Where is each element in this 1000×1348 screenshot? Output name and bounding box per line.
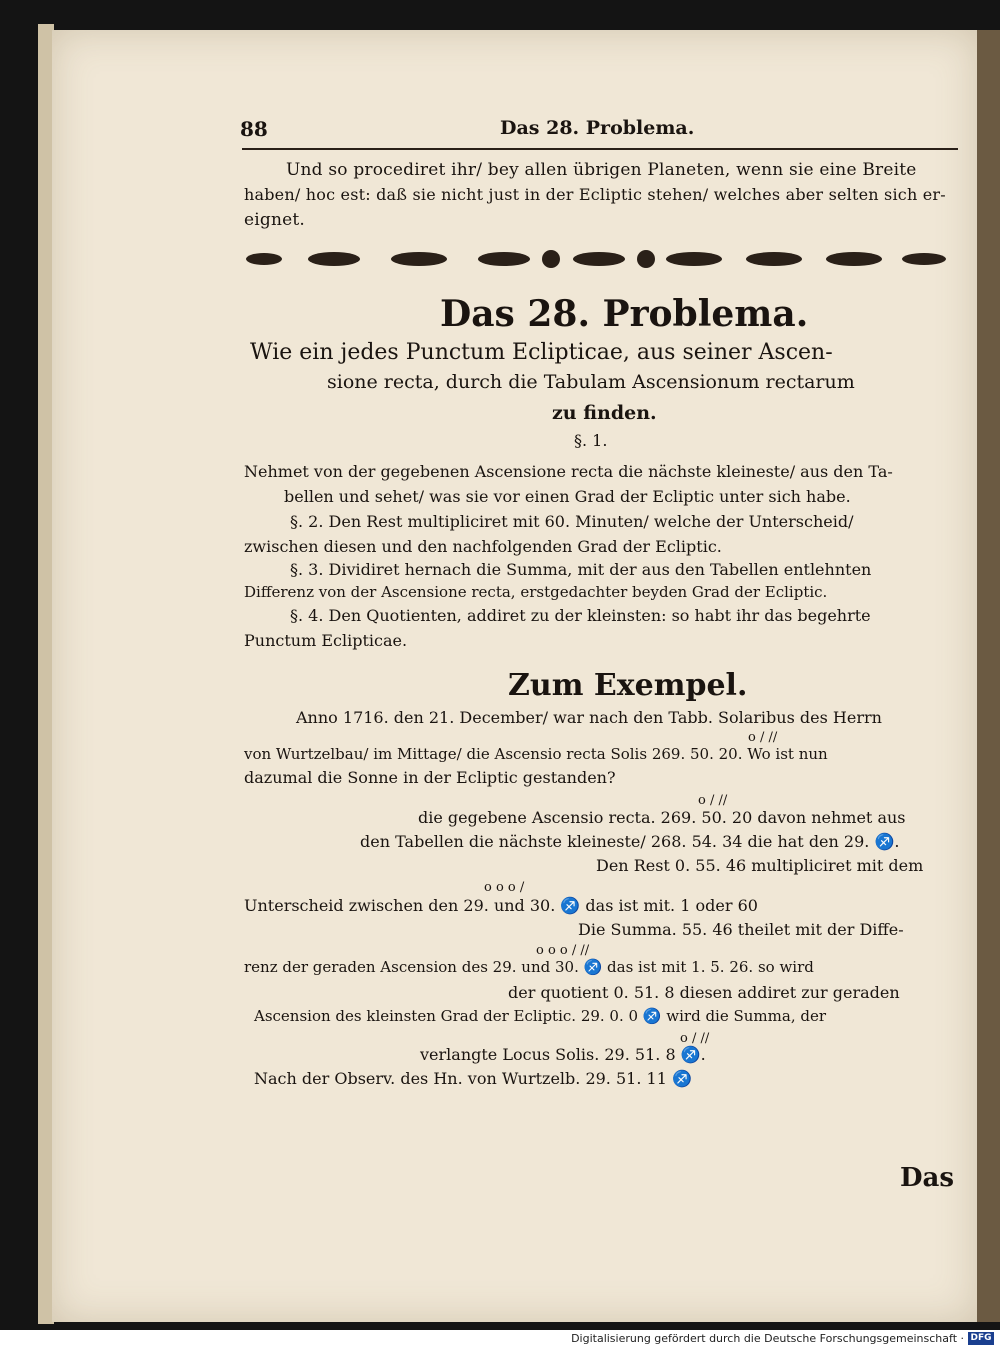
paragraph-line-5: §. 3. Dividiret hernach die Summa, mit der aus den Tabellen entlehnten — [290, 560, 872, 579]
paragraph-line-8: Punctum Eclipticae. — [244, 631, 408, 650]
example-line-13: Nach der Observ. des Hn. von Wurtzelb. 29. 51. 11 ♐ — [254, 1069, 692, 1088]
intro-line-2: haben/ hoc est: daß sie nicht just in der Ecliptic stehen/ welches aber selten sich er- — [244, 185, 946, 204]
example-heading: Zum Exempel. — [508, 668, 748, 703]
running-title: Das 28. Problema. — [500, 117, 695, 139]
example-line-8: Die Summa. 55. 46 theilet mit der Diffe- — [578, 920, 904, 939]
paragraph-line-2: bellen und sehet/ was sie vor einen Grad der Ecliptic unter sich habe. — [284, 487, 851, 506]
example-line-6: Den Rest 0. 55. 46 multipliciret mit dem — [596, 856, 924, 875]
intro-line-1: Und so procediret ihr/ bey allen übrigen Planeten, wenn sie eine Breite — [286, 160, 917, 180]
example-degree-marks-1: o / // — [748, 730, 778, 745]
example-degree-marks-2: o / // — [698, 793, 728, 808]
subtitle-line-2: sione recta, durch die Tabulam Ascensionum rectarum — [327, 371, 855, 393]
example-line-5: den Tabellen die nächste kleineste/ 268. 54. 34 die hat den 29. ♐. — [360, 832, 900, 851]
example-line-7: Unterscheid zwischen den 29. und 30. ♐ das ist mit. 1 oder 60 — [244, 896, 758, 915]
example-line-9: renz der geraden Ascension des 29. und 30. ♐ das ist mit 1. 5. 26. so wird — [244, 958, 814, 976]
paragraph-line-3: §. 2. Den Rest multipliciret mit 60. Minuten/ welche der Unterscheid/ — [290, 512, 854, 531]
example-line-2: von Wurtzelbau/ im Mittage/ die Ascensio recta Solis 269. 50. 20. Wo ist nun — [244, 745, 828, 763]
example-line-10: der quotient 0. 51. 8 diesen addiret zur geraden — [508, 983, 900, 1002]
subtitle-line-1: Wie ein jedes Punctum Eclipticae, aus seiner Ascen- — [250, 340, 833, 365]
example-line-3: dazumal die Sonne in der Ecliptic gestanden? — [244, 768, 616, 787]
paragraph-line-1: Nehmet von der gegebenen Ascensione recta die nächste kleineste/ aus den Ta- — [244, 462, 893, 481]
paragraph-line-4: zwischen diesen und den nachfolgenden Grad der Ecliptic. — [244, 537, 722, 556]
example-degree-marks-4: o o o / // — [536, 943, 590, 958]
example-degree-marks-3: o o o / — [484, 880, 525, 895]
header-rule — [242, 148, 958, 150]
problem-heading: Das 28. Problema. — [440, 293, 809, 335]
example-line-1: Anno 1716. den 21. December/ war nach den Tabb. Solaribus des Herrn — [296, 708, 882, 727]
footer-bar — [0, 1330, 1000, 1348]
intro-line-3: eignet. — [244, 210, 306, 230]
dfg-logo: DFG — [968, 1332, 994, 1345]
floral-band-ornament-icon — [244, 248, 948, 270]
example-line-12: verlangte Locus Solis. 29. 51. 8 ♐. — [420, 1045, 706, 1064]
example-line-11: Ascension des kleinsten Grad der Ecliptic. 29. 0. 0 ♐ wird die Summa, der — [254, 1007, 827, 1025]
paragraph-line-6: Differenz von der Ascensione recta, erstgedachter beyden Grad der Ecliptic. — [244, 583, 828, 601]
subtitle-line-3: zu finden. — [552, 402, 657, 424]
example-line-4: die gegebene Ascensio recta. 269. 50. 20 davon nehmet aus — [418, 808, 906, 827]
catchword: Das — [900, 1163, 955, 1193]
example-degree-marks-5: o / // — [680, 1031, 710, 1046]
paragraph-line-7: §. 4. Den Quotienten, addiret zu der kleinsten: so habt ihr das begehrte — [290, 606, 871, 625]
page-number: 88 — [240, 117, 268, 141]
section-mark: §. 1. — [574, 431, 608, 450]
page-edge-right — [977, 30, 1000, 1322]
footer-text: Digitalisierung gefördert durch die Deutsche Forschungsgemeinschaft · — [571, 1332, 964, 1345]
